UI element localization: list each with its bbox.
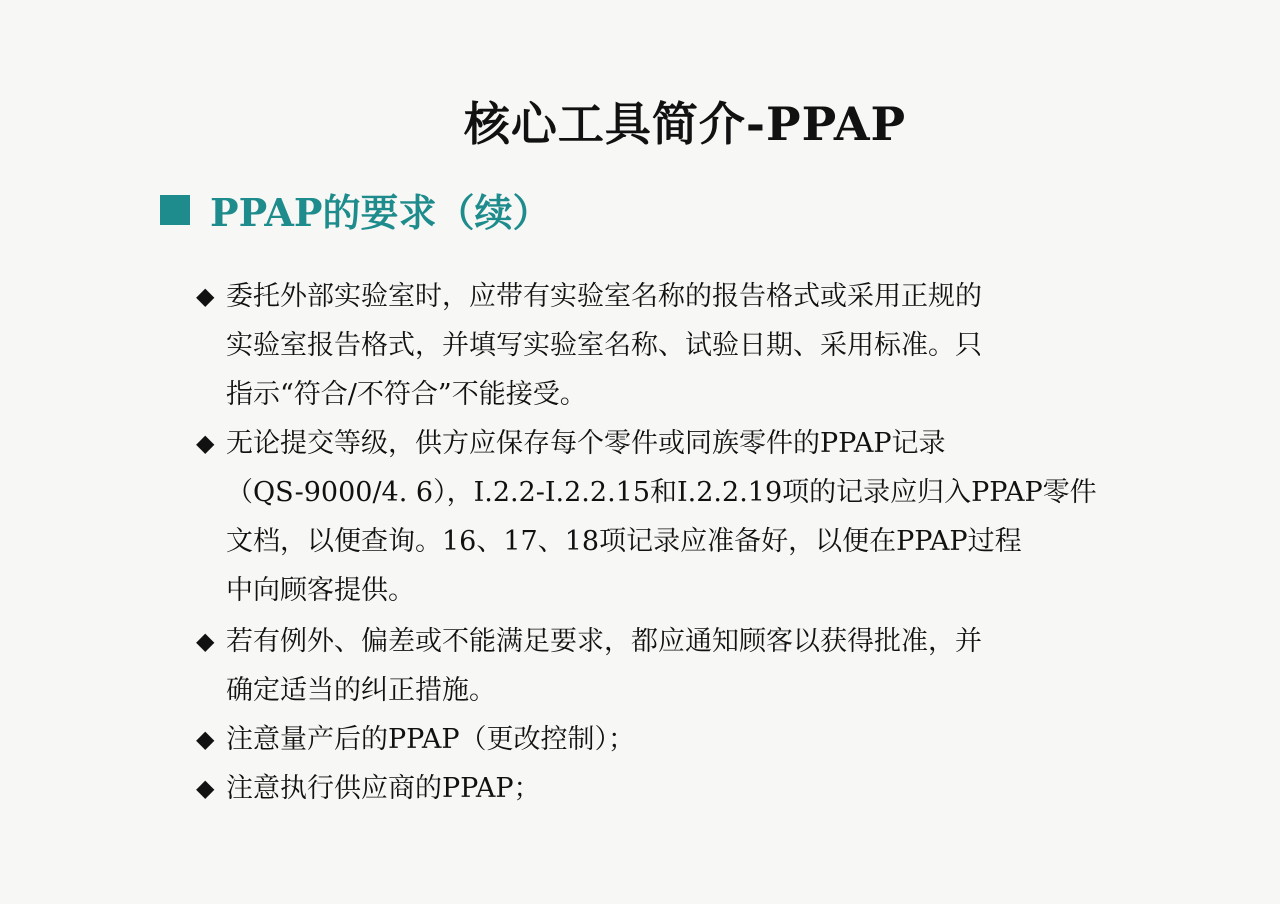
bullet-item [196,617,1136,715]
bullet-text [226,617,1136,715]
slide-title: 核心工具简介-PPAP [463,97,907,151]
bullet-line: 委托外部实验室时，应带有实验室名称的报告格式或采用正规的 [226,281,982,312]
bullet-text [226,764,1136,813]
bullet-list [196,272,1136,813]
bullet-line: （QS-9000/4. 6），I.2.2-I.2.2.15和I.2.2.19项的记录应归入PPAP零件 [226,477,1097,508]
square-bullet-icon [160,195,190,225]
diamond-bullet-icon: ◆ [196,429,215,457]
bullet-line: 注意执行供应商的PPAP； [226,773,541,804]
bullet-item [196,272,1136,419]
bullet-text [226,715,1136,764]
bullet-line: 确定适当的纠正措施。 [226,675,496,706]
section-heading [160,182,550,237]
bullet-text [226,272,1136,419]
bullet-line: 文档，以便查询。16、17、18项记录应准备好，以便在PPAP过程 [226,526,1022,557]
bullet-line: 若有例外、偏差或不能满足要求，都应通知顾客以获得批准，并 [226,626,982,657]
bullet-item [196,419,1136,615]
bullet-item [196,764,1136,813]
bullet-item [196,715,1136,764]
section-heading-text: PPAP的要求（续） [210,190,551,235]
diamond-bullet-icon: ◆ [196,627,215,655]
bullet-line: 无论提交等级，供方应保存每个零件或同族零件的PPAP记录 [226,428,946,459]
bullet-line: 注意量产后的PPAP（更改控制）； [226,724,636,755]
bullet-line: 实验室报告格式，并填写实验室名称、试验日期、采用标准。只 [226,330,982,361]
bullet-line: 中向顾客提供。 [226,575,415,606]
diamond-bullet-icon: ◆ [196,725,215,753]
diamond-bullet-icon: ◆ [196,774,215,802]
bullet-line: 指示“符合/不符合”不能接受。 [226,379,587,410]
bullet-text [226,419,1136,615]
diamond-bullet-icon: ◆ [196,282,215,310]
